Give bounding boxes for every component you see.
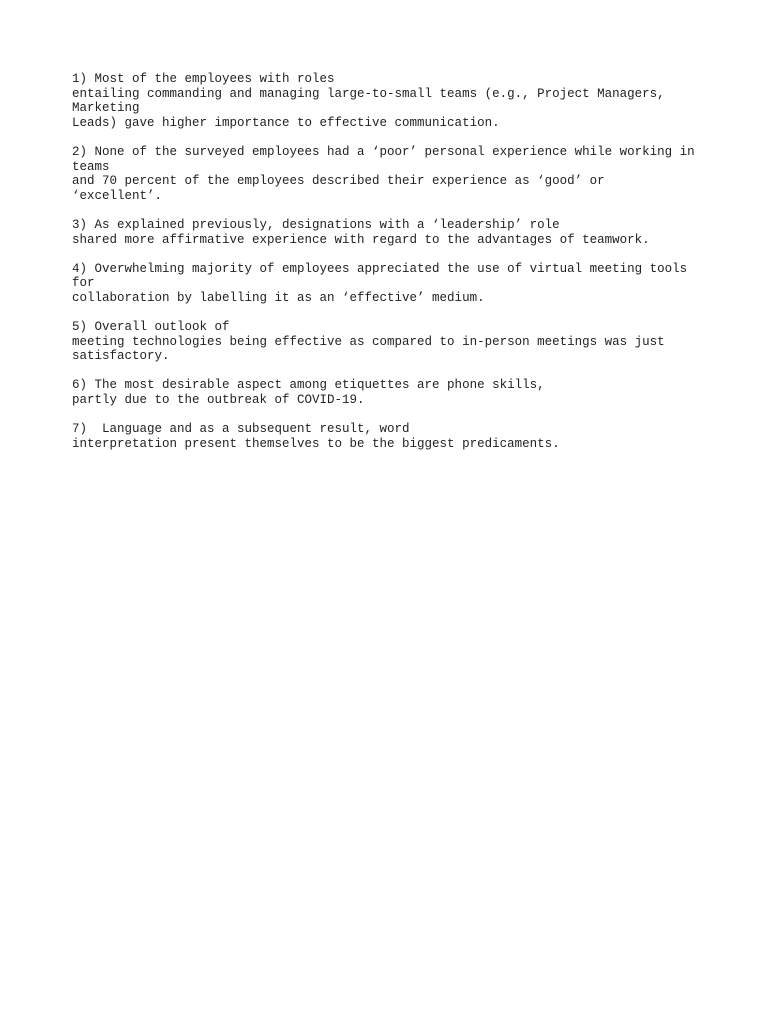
finding-line: collaboration by labelling it as an ‘effective’ medium. — [72, 290, 485, 305]
finding-line: 2) None of the surveyed employees had a ‘poor’ personal experience while working in — [72, 144, 695, 159]
finding-line: ‘excellent’. — [72, 188, 163, 203]
finding-6-paragraph — [72, 378, 712, 407]
finding-7-paragraph — [72, 422, 712, 451]
finding-line: 5) Overall outlook of — [72, 320, 230, 335]
finding-line: and 70 percent of the employees described their experience as ‘good’ or — [72, 174, 605, 189]
finding-line: shared more affirmative experience with regard to the advantages of teamwork. — [72, 232, 650, 247]
finding-line: 7) Language and as a subsequent result, word — [72, 422, 410, 437]
finding-line: entailing commanding and managing large-to-small teams (e.g., Project Managers, — [72, 86, 665, 101]
finding-line: Marketing — [72, 101, 140, 116]
finding-line: interpretation present themselves to be the biggest predicaments. — [72, 436, 560, 451]
finding-line: 4) Overwhelming majority of employees appreciated the use of virtual meeting tools — [72, 261, 688, 276]
finding-line: satisfactory. — [72, 349, 170, 364]
finding-line: 1) Most of the employees with roles — [72, 72, 335, 86]
finding-line: 6) The most desirable aspect among etiquettes are phone skills, — [72, 378, 545, 393]
finding-1-paragraph — [72, 72, 712, 130]
finding-2-paragraph — [72, 145, 712, 203]
finding-line: for — [72, 276, 95, 291]
findings-list — [72, 72, 712, 466]
finding-line: teams — [72, 159, 110, 174]
finding-line: Leads) gave higher importance to effective communication. — [72, 115, 500, 130]
finding-5-paragraph — [72, 320, 712, 364]
finding-line: meeting technologies being effective as compared to in-person meetings was just — [72, 334, 665, 349]
finding-4-paragraph — [72, 262, 712, 306]
finding-line: 3) As explained previously, designations with a ‘leadership’ role — [72, 217, 560, 232]
finding-line: partly due to the outbreak of COVID-19. — [72, 393, 365, 408]
finding-3-paragraph — [72, 218, 712, 247]
